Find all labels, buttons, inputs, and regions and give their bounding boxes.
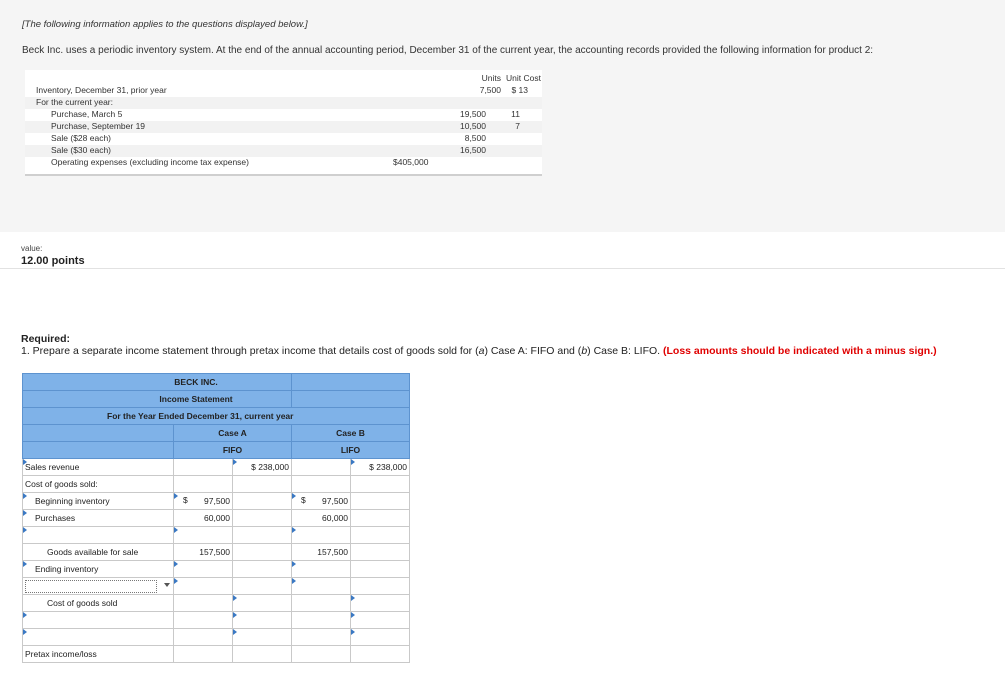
chevron-down-icon[interactable]	[164, 583, 170, 587]
table-row	[23, 510, 410, 527]
pretax-b-cell[interactable]	[351, 646, 410, 663]
unit-cost-header: Unit Cost	[506, 73, 541, 83]
info-row	[25, 97, 542, 109]
table-row	[23, 612, 410, 629]
beg-inv-a-cell[interactable]	[174, 493, 233, 510]
beg-inv-a-value: 97,500	[204, 496, 230, 506]
header-cell	[23, 442, 174, 459]
units-header: Units	[481, 73, 501, 83]
input-marker-icon	[292, 493, 296, 499]
input-marker-icon	[174, 561, 178, 567]
goods-b-cell	[292, 544, 351, 561]
income-statement-table	[22, 373, 410, 663]
empty-cell	[174, 646, 233, 663]
purchases-b-cell[interactable]	[292, 510, 351, 527]
sales-a-cell[interactable]	[233, 459, 292, 476]
input-marker-icon	[233, 612, 237, 618]
input-marker-icon	[292, 561, 296, 567]
empty-cell	[292, 629, 351, 646]
empty-cell	[233, 510, 292, 527]
info-cost: 7	[515, 121, 520, 131]
row-label: Beginning inventory	[35, 496, 110, 506]
info-label: Operating expenses (excluding income tax expense)	[51, 157, 249, 167]
value-label: value:	[21, 244, 43, 253]
empty-cell	[233, 544, 292, 561]
row-label: Purchases	[35, 513, 76, 523]
ending-inventory-label[interactable]	[23, 561, 174, 578]
sales-b-cell[interactable]	[351, 459, 410, 476]
row-label: Ending inventory	[35, 564, 99, 574]
empty-cell	[174, 459, 233, 476]
sales-b-value: $ 238,000	[369, 462, 407, 472]
info-units: 19,500	[460, 109, 486, 119]
dropdown-box[interactable]	[25, 580, 157, 593]
info-row	[25, 85, 542, 97]
row-label: Pretax income/loss	[25, 649, 97, 659]
case-b-header: Case B	[292, 425, 410, 442]
lifo-header: LIFO	[292, 442, 410, 459]
beginning-inventory-label[interactable]	[23, 493, 174, 510]
row-label: Cost of goods sold:	[25, 479, 98, 489]
input-marker-icon	[351, 595, 355, 601]
input-marker-icon	[351, 612, 355, 618]
empty-cell	[351, 578, 410, 595]
info-cost: $ 13	[511, 85, 528, 95]
beg-inv-b-cell[interactable]	[292, 493, 351, 510]
empty-cell	[292, 476, 351, 493]
input-marker-icon	[292, 578, 296, 584]
empty-cell	[233, 476, 292, 493]
blank-a-cell[interactable]	[233, 629, 292, 646]
purchases-a-value: 60,000	[204, 513, 230, 523]
intro-note: [The following information applies to the questions displayed below.]	[22, 19, 308, 30]
empty-cell	[351, 493, 410, 510]
req-text-part: ) Case A: FIFO and (	[484, 345, 582, 357]
input-marker-icon	[233, 595, 237, 601]
beg-inv-b-value: 97,500	[322, 496, 348, 506]
cogs-a-cell[interactable]	[233, 595, 292, 612]
ending-a-cell[interactable]	[174, 561, 233, 578]
empty-cell	[351, 476, 410, 493]
info-label: For the current year:	[36, 97, 114, 107]
empty-cell	[174, 595, 233, 612]
input-marker-icon	[233, 629, 237, 635]
header-cell	[292, 374, 410, 391]
row-label: Cost of goods sold	[47, 598, 118, 608]
info-row	[25, 157, 542, 169]
req-b: b	[581, 345, 588, 357]
problem-info-section	[0, 0, 1005, 232]
table-row	[23, 476, 410, 493]
info-units: 10,500	[460, 121, 486, 131]
input-marker-icon	[23, 459, 27, 465]
blank-b-cell[interactable]	[292, 527, 351, 544]
row-label: Sales revenue	[25, 462, 80, 472]
points-value: 12.00 points	[21, 255, 85, 267]
input-marker-icon	[351, 459, 355, 465]
input-marker-icon	[23, 527, 27, 533]
blank-b-cell[interactable]	[351, 629, 410, 646]
table-divider	[25, 174, 542, 176]
goods-available-label	[23, 544, 174, 561]
info-units: 8,500	[464, 133, 486, 143]
cogs-total-label	[23, 595, 174, 612]
empty-cell	[292, 646, 351, 663]
info-label: Purchase, March 5	[51, 109, 123, 119]
required-text	[21, 345, 937, 357]
account-dropdown[interactable]	[23, 578, 174, 595]
info-row	[25, 121, 542, 133]
info-row	[25, 133, 542, 145]
table-row	[23, 629, 410, 646]
purchases-a-cell[interactable]	[174, 510, 233, 527]
case-a-header: Case A	[174, 425, 292, 442]
goods-a-value: 157,500	[199, 547, 230, 557]
section-divider	[0, 268, 1005, 269]
table-row	[23, 595, 410, 612]
info-units: 7,500	[479, 85, 501, 95]
dollar-sign: $	[183, 495, 188, 505]
company-name: BECK INC.	[23, 374, 292, 391]
purchases-b-value: 60,000	[322, 513, 348, 523]
header-cell	[23, 425, 174, 442]
goods-b-value: 157,500	[317, 547, 348, 557]
info-amount: $405,000	[393, 157, 429, 167]
req-text-part: 1. Prepare a separate income statement through pretax income that details cost of goods sold for (	[21, 345, 479, 357]
table-row	[23, 459, 410, 476]
empty-cell	[351, 544, 410, 561]
info-units: 16,500	[460, 145, 486, 155]
req-a: a	[478, 345, 485, 357]
empty-cell	[233, 561, 292, 578]
empty-cell	[351, 527, 410, 544]
ending-b-cell[interactable]	[292, 561, 351, 578]
info-cost: 11	[511, 109, 520, 119]
empty-cell	[292, 459, 351, 476]
blank-a-cell[interactable]	[233, 612, 292, 629]
empty-cell	[174, 612, 233, 629]
purchases-label[interactable]	[23, 510, 174, 527]
input-marker-icon	[23, 510, 27, 516]
blank-input-label[interactable]	[23, 527, 174, 544]
table-row	[23, 493, 410, 510]
cogs-b-cell[interactable]	[351, 595, 410, 612]
info-header-row	[25, 73, 542, 85]
cogs-header-label	[23, 476, 174, 493]
input-marker-icon	[233, 459, 237, 465]
empty-cell	[174, 476, 233, 493]
input-marker-icon	[23, 561, 27, 567]
sales-a-value: $ 238,000	[251, 462, 289, 472]
input-marker-icon	[23, 629, 27, 635]
table-row	[23, 544, 410, 561]
dollar-sign: $	[301, 495, 306, 505]
blank-a-cell[interactable]	[174, 527, 233, 544]
blank-b-cell[interactable]	[351, 612, 410, 629]
blank-input-label[interactable]	[23, 612, 174, 629]
empty-cell	[351, 561, 410, 578]
info-row	[25, 145, 542, 157]
table-row	[23, 527, 410, 544]
header-cell	[292, 391, 410, 408]
required-title: Required:	[21, 333, 71, 345]
dropdown-b-cell[interactable]	[292, 578, 351, 595]
fifo-header: FIFO	[174, 442, 292, 459]
info-label: Inventory, December 31, prior year	[36, 85, 167, 95]
info-label: Sale ($30 each)	[51, 145, 112, 155]
blank-input-label[interactable]	[23, 629, 174, 646]
input-marker-icon	[174, 578, 178, 584]
empty-cell	[233, 578, 292, 595]
statement-title: Income Statement	[23, 391, 292, 408]
input-marker-icon	[292, 527, 296, 533]
info-label: Sale ($28 each)	[51, 133, 112, 143]
input-marker-icon	[23, 493, 27, 499]
dropdown-a-cell[interactable]	[174, 578, 233, 595]
pretax-a-cell[interactable]	[233, 646, 292, 663]
table-row	[23, 646, 410, 663]
pretax-income-label	[23, 646, 174, 663]
input-marker-icon	[23, 612, 27, 618]
input-marker-icon	[174, 493, 178, 499]
empty-cell	[292, 612, 351, 629]
statement-period: For the Year Ended December 31, current year	[23, 408, 410, 425]
problem-description: Beck Inc. uses a periodic inventory system. At the end of the annual accounting period, December 31 of the current year, the accounting records provided the following information for product 2:	[22, 45, 874, 56]
sales-revenue-label[interactable]	[23, 459, 174, 476]
empty-cell	[351, 510, 410, 527]
empty-cell	[174, 629, 233, 646]
empty-cell	[233, 493, 292, 510]
row-label: Goods available for sale	[47, 547, 139, 557]
info-row	[25, 109, 542, 121]
table-row	[23, 578, 410, 595]
req-text-part: ) Case B: LIFO.	[587, 345, 664, 357]
goods-a-cell	[174, 544, 233, 561]
input-marker-icon	[351, 629, 355, 635]
empty-cell	[292, 595, 351, 612]
given-info-table	[25, 70, 542, 176]
empty-cell	[233, 527, 292, 544]
table-row	[23, 561, 410, 578]
input-marker-icon	[174, 527, 178, 533]
loss-instruction: (Loss amounts should be indicated with a minus sign.)	[663, 345, 937, 357]
info-label: Purchase, September 19	[51, 121, 146, 131]
